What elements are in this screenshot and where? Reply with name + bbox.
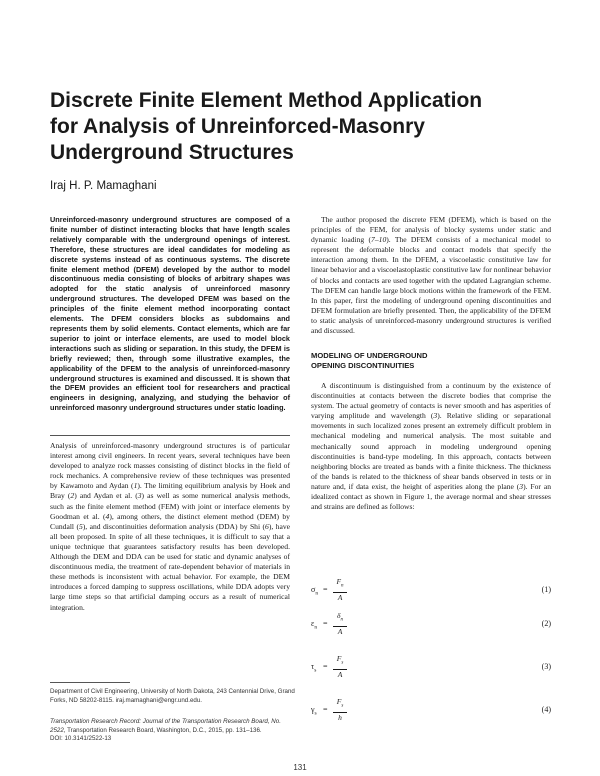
citation: 2 [70, 491, 75, 501]
equation-1: $\sigma_n$ = $\frac{F_n}{A}$ (1) [311, 577, 551, 602]
citation: 3 [433, 411, 438, 421]
equation-3: $\tau_s$ = $\frac{F_s}{A}$ (3) [311, 654, 551, 679]
equation-number: (3) [541, 662, 551, 671]
citation: 7–10 [371, 235, 387, 245]
equation-number: (4) [541, 705, 551, 714]
page-number: 131 [293, 763, 307, 772]
journal-citation: Transportation Research Record: Journal of the Transportation Research Board, No. 2522, Transportation Research Board, Washington, D.C., 2015, pp. 131–136. DOI: 10.3141/2522-13 [50, 718, 281, 743]
citation: 3 [137, 491, 142, 501]
author-name: Iraj H. P. Mamaghani [50, 180, 157, 192]
citation: 4 [105, 511, 110, 521]
title-line: Discrete Finite Element Method Application [50, 89, 483, 112]
intro-paragraph: Analysis of unreinforced-masonry underground structures is of particular interest among civil engineers. In recent years, several techniques have been developed to analyze rock masses consisting of distinct blocks in the field of rock mechanics. A comprehensive review of these techniques was presented by Kawamoto and Aydan (1). The limiting equilibrium analysis by Hoek and Bray (2) and Aydan et al. (3) as well as some numerical analysis methods, such as the finite element method (FEM) with joint or interface elements by Goodman et al. (4), among others, the distinct element method (DEM) by Cundall (5), and discontinuities deformation analysis (DDA) by Shi (6), have all been proposed. In spite of all these techniques, it is difficult to say that a unique technique that guarantees satisfactory results has been developed. Although the DEM and DDA can be used for static and dynamic analyses of discontinuous media, the treatment of rate-dependent behavior of materials in these methods is inconsistent with actual behavior. For example, the DEM introduces a forced damping to suppress oscillations, while DDA adopts very large time steps so that artificial damping occurs as a result of numerical integration. [50, 441, 290, 612]
citation: 6 [265, 521, 269, 531]
abstract: Unreinforced-masonry underground structures are composed of a finite number of distinct interacting blocks that have length scales relatively comparable with the underground openings of interest. Therefore, these structures are ideal candidates for modeling as discrete systems instead of as continuous systems. The discrete finite element method (DFEM) developed by the author to model discontinuous media consisting of blocks of arbitrary shapes was adopted for the static analysis of unreinforced masonry underground structures. The developed DFEM was based on the principles of the finite element method incorporating contact elements. The DFEM considers blocks as subdomains and represents them by solid elements. Contact elements, which are far superior to joint or interface elements, are used to model block interactions such as sliding or separation. In this study, the DFEM is briefly reviewed; then, through some illustrative examples, the applicability of the DFEM to the analysis of unreinforced-masonry underground structures is examined and discussed. It is shown that the DFEM provides an efficient tool for researchers and practical engineers in designing, analyzing, and studying the behavior of unreinforced masonry underground structures under static loading. [50, 215, 290, 413]
footnote-divider [50, 682, 130, 683]
section-paragraph: A discontinuum is distinguished from a continuum by the existence of discontinuities at contacts between the discrete bodies that comprise the system. The actual geometry of contacts is never smooth and has asperities of varying amplitude and wavelength (3). Relative sliding or separational movements in such localized zones present an extremely difficult problem in mechanical modeling and numerical analysis. The most suitable and mechanically sound approach in modeling underground opening discontinuities is band-type modeling. In this approach, contacts between neighboring blocks are treated as bands with a finite thickness. The thickness of the bands is related to the thickness of shear bands observed in tests or in nature and, if data exist, the height of asperities along the plane (3). For an idealized contact as shown in Figure 1, the average normal and shear stresses and strains are defined as follows: [311, 381, 551, 512]
citation: 1 [133, 481, 138, 491]
citation: 3 [519, 481, 524, 491]
citation: 5 [78, 521, 83, 531]
equation-4: $\gamma_s$ = $\frac{F_s}{h}$ (4) [311, 697, 551, 722]
equation-number: (2) [541, 619, 551, 628]
equation-2: $\varepsilon_n$ = $\frac{\delta_n}{A}$ (2) [311, 611, 551, 636]
title-line: Underground Structures [50, 141, 294, 164]
doi: DOI: 10.3141/2522-13 [50, 735, 112, 743]
intro-paragraph-right: The author proposed the discrete FEM (DFEM), which is based on the principles of the FEM, for analysis of blocky systems under static and dynamic loading (7–10). The DFEM consists of a mechanical model to represent the deformable blocks and contact models that specify the interaction among them. In the DFEM, a viscoelastic constitutive law for linear behavior and a viscoelastoplastic constitutive law for nonlinear behavior of blocks and contacts are used together with the updated Lagrangian scheme. The DFEM can handle large block motions within the framework of the FEM. In this paper, first the modeling of underground opening discontinuities and DFEM formulation are briefly presented. Then, the applicability of the DFEM to static analysis of unreinforced-masonry underground structures is verified and discussed. [311, 215, 551, 336]
equation-number: (1) [541, 585, 551, 594]
paper-title [50, 88, 550, 166]
title-line: for Analysis of Unreinforced-Masonry [50, 115, 425, 138]
author-affiliation: Department of Civil Engineering, University of North Dakota, 243 Centennial Drive, Grand Forks, ND 58202-8115. iraj.mamaghani@engr.und.edu. [50, 688, 295, 704]
section-heading: MODELING OF UNDERGROUND OPENING DISCONTINUITIES [311, 351, 428, 370]
abstract-divider [50, 435, 290, 436]
